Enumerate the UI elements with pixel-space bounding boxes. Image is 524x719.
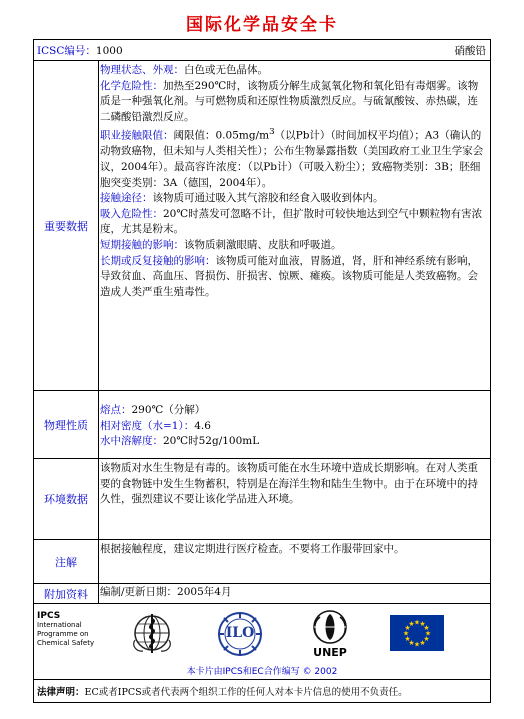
icsc-value: 1000 (95, 44, 123, 57)
chemical-name: 硝酸铅 (454, 44, 486, 57)
credit-line: 本卡片由IPCS和EC合作编写 © 2002 (186, 667, 338, 677)
section-notes (34, 539, 490, 583)
section-label-additional: 附加资料 (34, 584, 99, 603)
environment-text: 该物质对水生生物是有毒的。该物质可能在水生环境中造成长期影响。在对人类重要的食物链中发生生物蓄积，特别是在海洋生物和陆生生物中。由于在环境中的持久性，强烈建议不要让该化学品进入环境。 (100, 462, 478, 506)
section-label-physical: 物理性质 (34, 391, 99, 458)
section-additional (34, 583, 490, 603)
legal-notice (37, 684, 408, 698)
eu-star-icon: ★ (419, 619, 426, 628)
icsc-number (34, 43, 123, 58)
safety-card (33, 39, 491, 703)
card-header (34, 40, 490, 60)
eu-star-icon: ★ (408, 639, 415, 648)
eu-star-icon: ★ (419, 639, 426, 648)
short-term-effects: 短期接触的影响：该物质刺激眼睛、皮肤和呼吸道。 (100, 239, 342, 252)
section-label-notes: 注解 (34, 540, 99, 583)
melting-point: 熔点：290℃（分解） (100, 404, 206, 416)
legal-text: EC或者IPCS或者代表两个组织工作的任何人对本卡片信息的使用不负责任。 (84, 687, 408, 698)
ilo-text: ILO (225, 625, 255, 641)
logos-row (34, 603, 490, 679)
section-label-environment: 环境数据 (34, 459, 99, 539)
additional-text: 编制/更新日期：2005年4月 (100, 586, 232, 598)
who-emblem-icon (129, 610, 175, 656)
ipcs-logo: IPCS International Programme on Chemical Safety (37, 611, 95, 647)
physical-state: 物理状态、外观：白色或无色晶体。 (100, 64, 268, 76)
chemical-danger: 化学危险性：加热至290℃时，该物质分解生成氮氧化物和氧化铅有毒烟雾。该物质是一种强氧化剂。与可燃物质和还原性物质激烈反应。与硫氰酸铵、赤热碳，连二磷酸铅激烈反应。 (100, 79, 479, 123)
eu-star-icon: ★ (413, 640, 421, 649)
eu-star-icon: ★ (423, 624, 430, 632)
section-content-important (100, 63, 487, 300)
card-title: 国际化学品安全卡 (186, 15, 338, 35)
inhalation-danger: 吸入危险性：20℃时蒸发可忽略不计，但扩散时可较快地达到空气中颗粒物有害浓度，尤其是粉末。 (100, 207, 483, 236)
unep-logo: UNEP (302, 608, 358, 659)
section-content-physical (100, 403, 487, 450)
eu-star-icon: ★ (423, 635, 430, 643)
section-label-important: 重要数据 (34, 61, 99, 390)
long-term-effects: 长期或反复接触的影响：该物质可能对血液，胃肠道，肾，肝和神经系统有影响，导致贫血、高血压、肾损伤、肝损害、惊厥、瘫痪。该物质可能是人类致癌物。会造成人类严重生殖毒性。 (100, 254, 478, 298)
section-environment (34, 458, 490, 539)
eu-star-icon: ★ (404, 624, 411, 632)
section-physical (34, 390, 490, 458)
section-important (34, 60, 490, 390)
water-solubility: 水中溶解度：20℃时52g/100mL (100, 435, 260, 448)
notes-text: 根据接触程度，建议定期进行医疗检查。不要将工作服带回家中。 (100, 543, 405, 555)
eu-star-icon: ★ (402, 629, 410, 638)
eu-star-icon: ★ (404, 635, 411, 643)
eu-star-icon: ★ (408, 619, 415, 628)
legal-row (34, 679, 490, 704)
unep-emblem-icon (309, 608, 351, 646)
ilo-emblem-icon (216, 610, 264, 658)
eu-flag-icon (390, 615, 444, 651)
legal-label: 法律声明： (37, 687, 85, 698)
eu-star-icon: ★ (424, 629, 432, 638)
eu-star-icon: ★ (413, 618, 421, 627)
exposure-limits: 职业接触限值：阈限值：$0.05mg/m^3$（以Pb计）（时间加权平均值）；A3（确认的动物致癌物，但未知与人类相关性）；公布生物暴露指数（美国政府工业卫生学家会议，2004年）。最高容许浓度：（以Pb计）（可吸入粉尘）；致癌物类别：3B；胚细胞突变类别：3A（德国，2004年）。 (100, 127, 484, 189)
icsc-label: ICSC编号： (37, 44, 96, 57)
relative-density: 相对密度（水=1）：4.6 (100, 419, 211, 432)
exposure-route: 接触途径：该物质可通过吸入其气溶胶和经食入吸收到体内。 (100, 192, 384, 205)
